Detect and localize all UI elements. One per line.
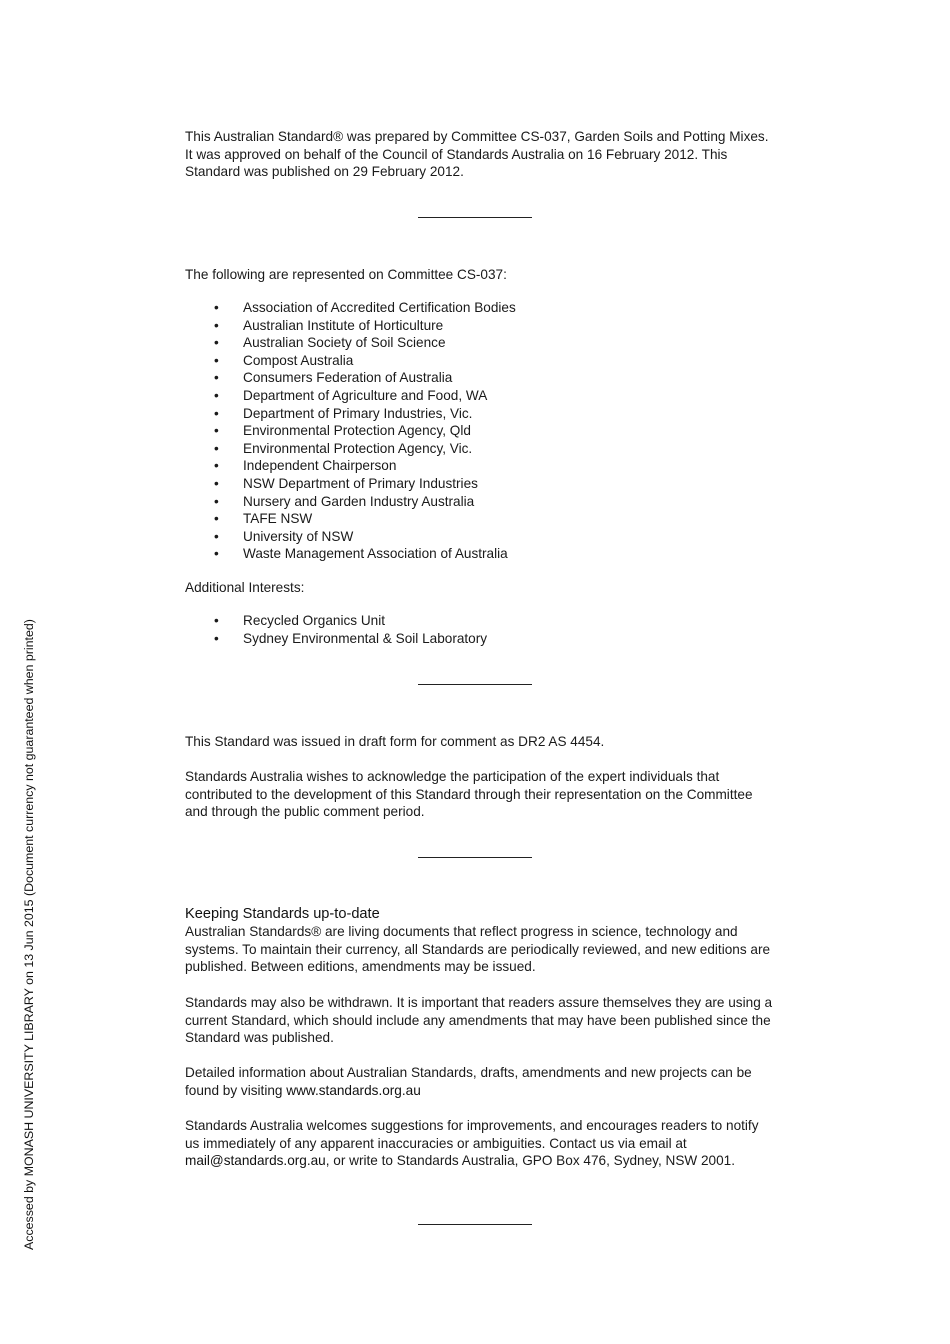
additional-interests-label: Additional Interests:	[185, 580, 305, 595]
list-item: • Consumers Federation of Australia	[185, 369, 745, 387]
divider	[418, 217, 532, 218]
list-item: • Recycled Organics Unit	[185, 612, 745, 630]
list-item: • NSW Department of Primary Industries	[185, 475, 745, 493]
email-link[interactable]: mail@standards.org.au	[185, 1153, 326, 1169]
living-documents-paragraph: Australian Standards® are living documents that reflect progress in science, technology and systems. To maintain their currency, all Standards are periodically reviewed, and new editions are published. Between editions, amendments may be issued.	[185, 924, 771, 975]
contact-paragraph	[185, 1117, 775, 1170]
section-heading: Keeping Standards up-to-date	[185, 906, 380, 922]
list-item: • Compost Australia	[185, 352, 745, 370]
list-item: • Australian Society of Soil Science	[185, 334, 745, 352]
list-item: • Nursery and Garden Industry Australia	[185, 493, 745, 511]
list-item: • Association of Accredited Certification Bodies	[185, 299, 745, 317]
list-item: • Environmental Protection Agency, Vic.	[185, 440, 745, 458]
address-text: , or write to Standards Australia, GPO Box 476, Sydney, NSW 2001.	[325, 1153, 736, 1169]
divider	[418, 857, 532, 858]
list-item: • Department of Agriculture and Food, WA	[185, 387, 745, 405]
list-item: • University of NSW	[185, 528, 745, 546]
list-item: • Department of Primary Industries, Vic.	[185, 405, 745, 423]
divider	[418, 684, 532, 685]
list-item: • Sydney Environmental & Soil Laboratory	[185, 630, 745, 648]
contact-text: Standards Australia welcomes suggestions for improvements, and encourages readers to notify us immediately of any apparent inaccuracies or ambiguities. Contact us via email at	[185, 1118, 759, 1151]
divider	[418, 1224, 532, 1225]
website-link[interactable]: www.standards.org.au	[286, 1082, 421, 1098]
preparation-statement: This Australian Standard® was prepared by Committee CS-037, Garden Soils and Potting Mixes. It was approved on behalf of the Council of Standards Australia on 16 February 2012. This Standard was published on 29 February 2012.	[185, 129, 769, 180]
withdrawal-paragraph: Standards may also be withdrawn. It is important that readers assure themselves they are using a current Standard, which should include any amendments that may have been published since the Standard was published.	[185, 995, 773, 1046]
committee-intro: The following are represented on Committee CS-037:	[185, 267, 507, 282]
acknowledgement-paragraph: Standards Australia wishes to acknowledge the participation of the expert individuals that contributed to the development of this Standard through their representation on the Committee and through the public comment period.	[185, 769, 753, 820]
information-paragraph	[185, 1064, 775, 1099]
list-item: • Australian Institute of Horticulture	[185, 317, 745, 335]
list-item: • TAFE NSW	[185, 510, 745, 528]
committee-member-list	[185, 299, 745, 563]
additional-interests-list	[185, 612, 745, 647]
draft-issued-statement: This Standard was issued in draft form for comment as DR2 AS 4454.	[185, 734, 605, 749]
list-item: • Environmental Protection Agency, Qld	[185, 422, 745, 440]
list-item: • Waste Management Association of Australia	[185, 545, 745, 563]
list-item: • Independent Chairperson	[185, 457, 745, 475]
access-notice: Accessed by MONASH UNIVERSITY LIBRARY on 13 Jun 2015 (Document currency not guaranteed when printed)	[22, 619, 36, 1250]
information-text: Detailed information about Australian Standards, drafts, amendments and new projects can be found by visiting	[185, 1065, 752, 1098]
